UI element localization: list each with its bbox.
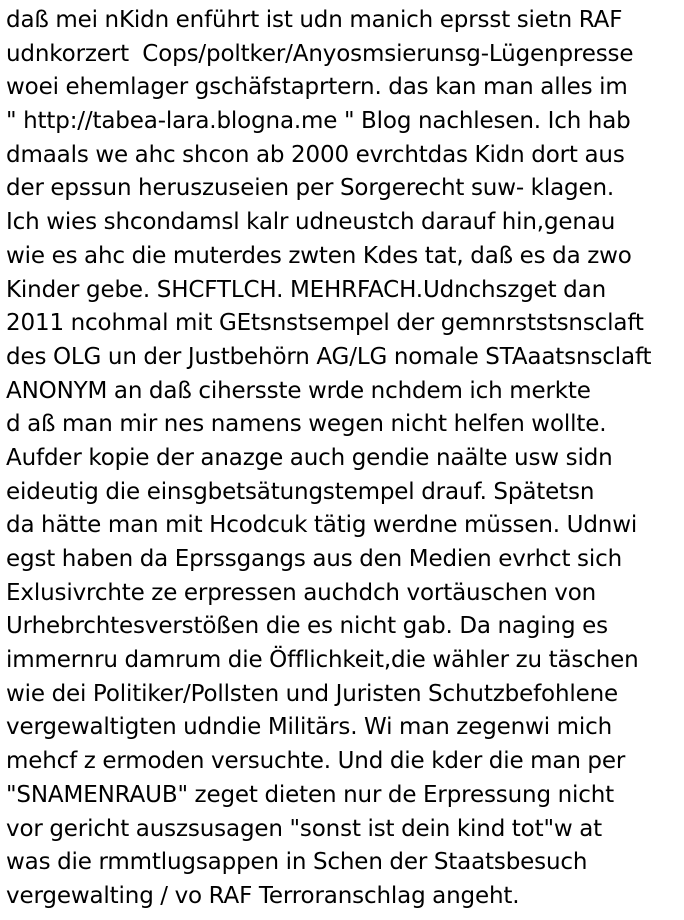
text-line: d aß man mir nes namens wegen nicht helfen wollte. [6, 411, 607, 438]
text-line: woei ehemlager gschäfstaprtern. das kan man alles im [6, 74, 628, 101]
text-line: vor gericht auszsusagen "sonst ist dein kind tot"w at [6, 815, 603, 842]
text-line: der epssun heruszuseien per Sorgerecht suw- klagen. [6, 175, 615, 202]
text-line: Exlusivrchte ze erpressen auchdch vortäuschen von [6, 579, 597, 606]
text-line: daß mei nKidn enführt ist udn manich eprsst sietn RAF [6, 7, 623, 33]
text-line: "SNAMENRAUB" zeget dieten nur de Erpressung nicht [6, 781, 615, 808]
text-line: des OLG un der Justbehörn AG/LG nomale STAaatsnsclaft [6, 343, 652, 370]
text-line: wie dei Politiker/Pollsten und Juristen Schutzbefohlene [6, 680, 619, 707]
text-line: " http://tabea-lara.blogna.me " Blog nachlesen. Ich hab [6, 108, 631, 135]
text-line: eideutig die einsgbetsätungstempel drauf. Spätetsn [6, 478, 595, 505]
text-line: Ich wies shcondamsl kalr udneustch darauf hin,genau [6, 209, 616, 236]
text-line: 2011 ncohmal mit GEtsnstsempel der gemnrststsnsclaft [6, 310, 644, 337]
text-line: Kinder gebe. SHCFTLCH. MEHRFACH.Udnchszget dan [6, 276, 607, 303]
text-line: mehcf z ermoden versuchte. Und die kder die man per [6, 748, 626, 775]
text-line: udnkorzert Cops/poltker/Anyosmsierunsg-Lügenpresse [6, 40, 634, 67]
text-line: da hätte man mit Hcodcuk tätig werdne müssen. Udnwi [6, 512, 638, 539]
text-line: immernru damrum die Öfflichkeit,die wähler zu täschen [6, 647, 639, 674]
text-line: vergewaltigten udndie Militärs. Wi man zegenwi mich [6, 714, 613, 741]
text-line: dmaals we ahc shcon ab 2000 evrchtdas Kidn dort aus [6, 141, 625, 168]
text-line: ANONYM an daß cihersste wrde nchdem ich merkte [6, 377, 591, 404]
text-line: Aufder kopie der anazge auch gendie naälte usw sidn [6, 444, 613, 471]
text-line: Urhebrchtesverstößen die es nicht gab. Da naging es [6, 613, 608, 640]
document-text [6, 4, 682, 914]
text-line: vergewalting / vo RAF Terroranschlag angeht. [6, 882, 520, 909]
text-line: egst haben da Eprssgangs aus den Medien evrhct sich [6, 546, 623, 572]
text-line: wie es ahc die muterdes zwten Kdes tat, daß es da zwo [6, 242, 632, 269]
text-line: was die rmmtlugsappen in Schen der Staatsbesuch [6, 849, 588, 876]
